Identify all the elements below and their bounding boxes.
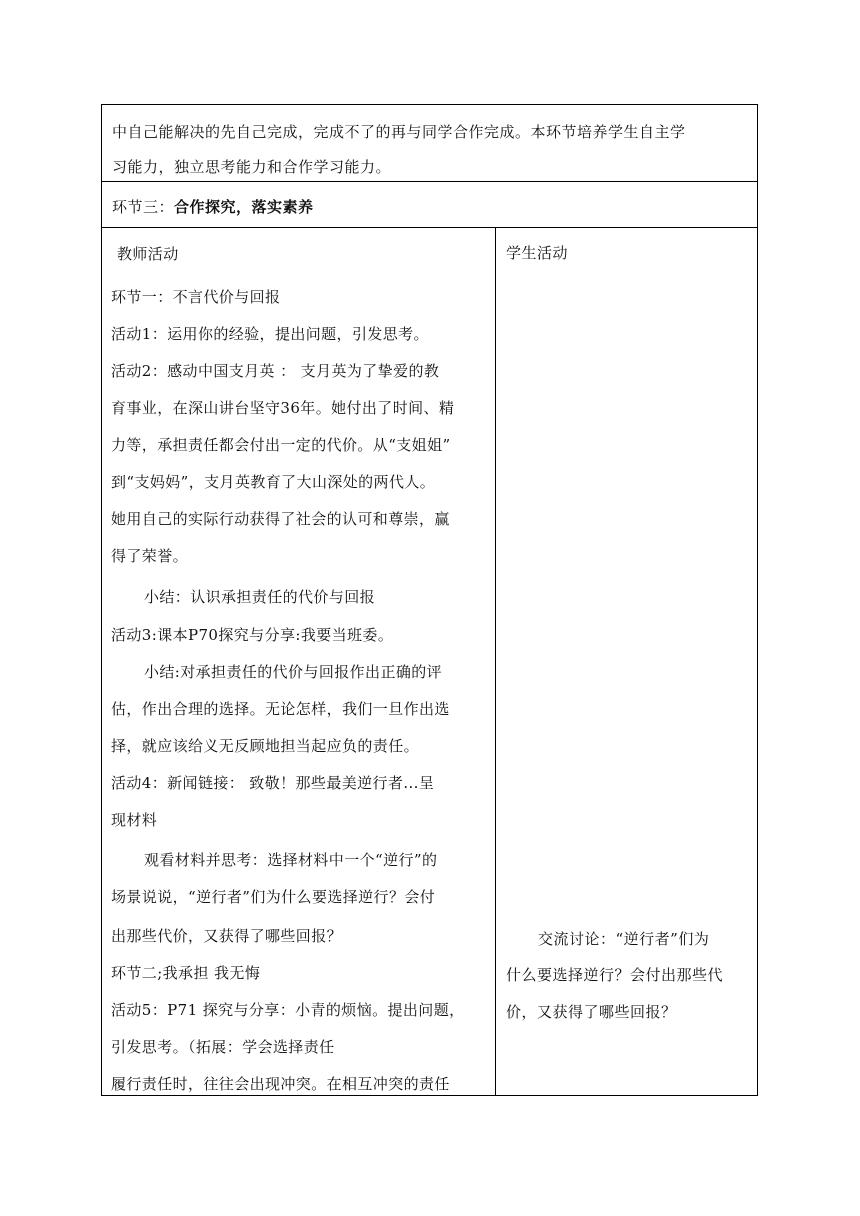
intro-line-2: 习能力，独立思考能力和合作学习能力。 <box>112 158 392 176</box>
teacher-line: 环节一：不言代价与回报 <box>111 288 281 306</box>
teacher-line: 到“支妈妈”，支月英教育了大山深处的两代人。 <box>111 473 436 491</box>
section-prefix: 环节三： <box>112 198 175 216</box>
section-heading-row <box>102 182 757 228</box>
section-title: 合作探究，落实素养 <box>174 198 314 216</box>
teacher-line: 履行责任时，往往会出现冲突。在相互冲突的责任 <box>111 1075 450 1093</box>
teacher-column-header: 教师活动 <box>117 245 179 263</box>
teacher-line: 活动1：运用你的经验，提出问题，引发思考。 <box>111 325 429 343</box>
teacher-line: 育事业，在深山讲台坚守36年。她付出了时间、精 <box>111 399 455 417</box>
intro-line-1: 中自己能解决的先自己完成，完成不了的再与同学合作完成。本环节培养学生自主学 <box>112 123 686 141</box>
teacher-line: 得了荣誉。 <box>111 547 189 565</box>
student-line: 什么要选择逆行？会付出那些代 <box>506 966 724 984</box>
teacher-line: 观看材料并思考：选择材料中一个“逆行”的 <box>144 851 438 869</box>
teacher-line: 她用自己的实际行动获得了社会的认可和尊崇，赢 <box>111 510 450 528</box>
teacher-line: 择，就应该给义无反顾地担当起应负的责任。 <box>111 737 420 755</box>
teacher-line: 环节二;我承担 我无悔 <box>111 964 261 982</box>
teacher-line: 小结：认识承担责任的代价与回报 <box>144 588 376 606</box>
teacher-line: 估，作出合理的选择。无论怎样，我们一旦作出选 <box>111 700 450 718</box>
student-line: 交流讨论：“逆行者”们为 <box>538 930 710 948</box>
teacher-line: 现材料 <box>111 811 158 829</box>
teacher-line: 活动2：感动中国支月英 ： 支月英为了挚爱的教 <box>111 362 440 380</box>
teacher-line: 活动4：新闻链接： 致敬！那些最美逆行者...呈 <box>111 774 435 792</box>
column-divider <box>495 228 496 1095</box>
teacher-line: 活动3:课本P70探究与分享:我要当班委。 <box>111 626 394 644</box>
student-line: 价，又获得了哪些回报？ <box>506 1003 677 1021</box>
intro-row <box>102 105 757 182</box>
teacher-line: 小结:对承担责任的代价与回报作出正确的评 <box>144 663 443 681</box>
teacher-line: 活动5：P71 探究与分享：小青的烦恼。提出问题， <box>111 1001 465 1019</box>
teacher-line: 出那些代价，又获得了哪些回报？ <box>111 927 343 945</box>
teacher-line: 引发思考。（拓展：学会选择责任 <box>111 1038 335 1056</box>
teacher-line: 场景说说，“逆行者”们为什么要选择逆行？会付 <box>111 888 436 906</box>
section-heading <box>112 196 314 217</box>
student-column-header: 学生活动 <box>506 244 569 262</box>
teacher-line: 力等，承担责任都会付出一定的代价。从“支姐姐” <box>111 436 451 454</box>
